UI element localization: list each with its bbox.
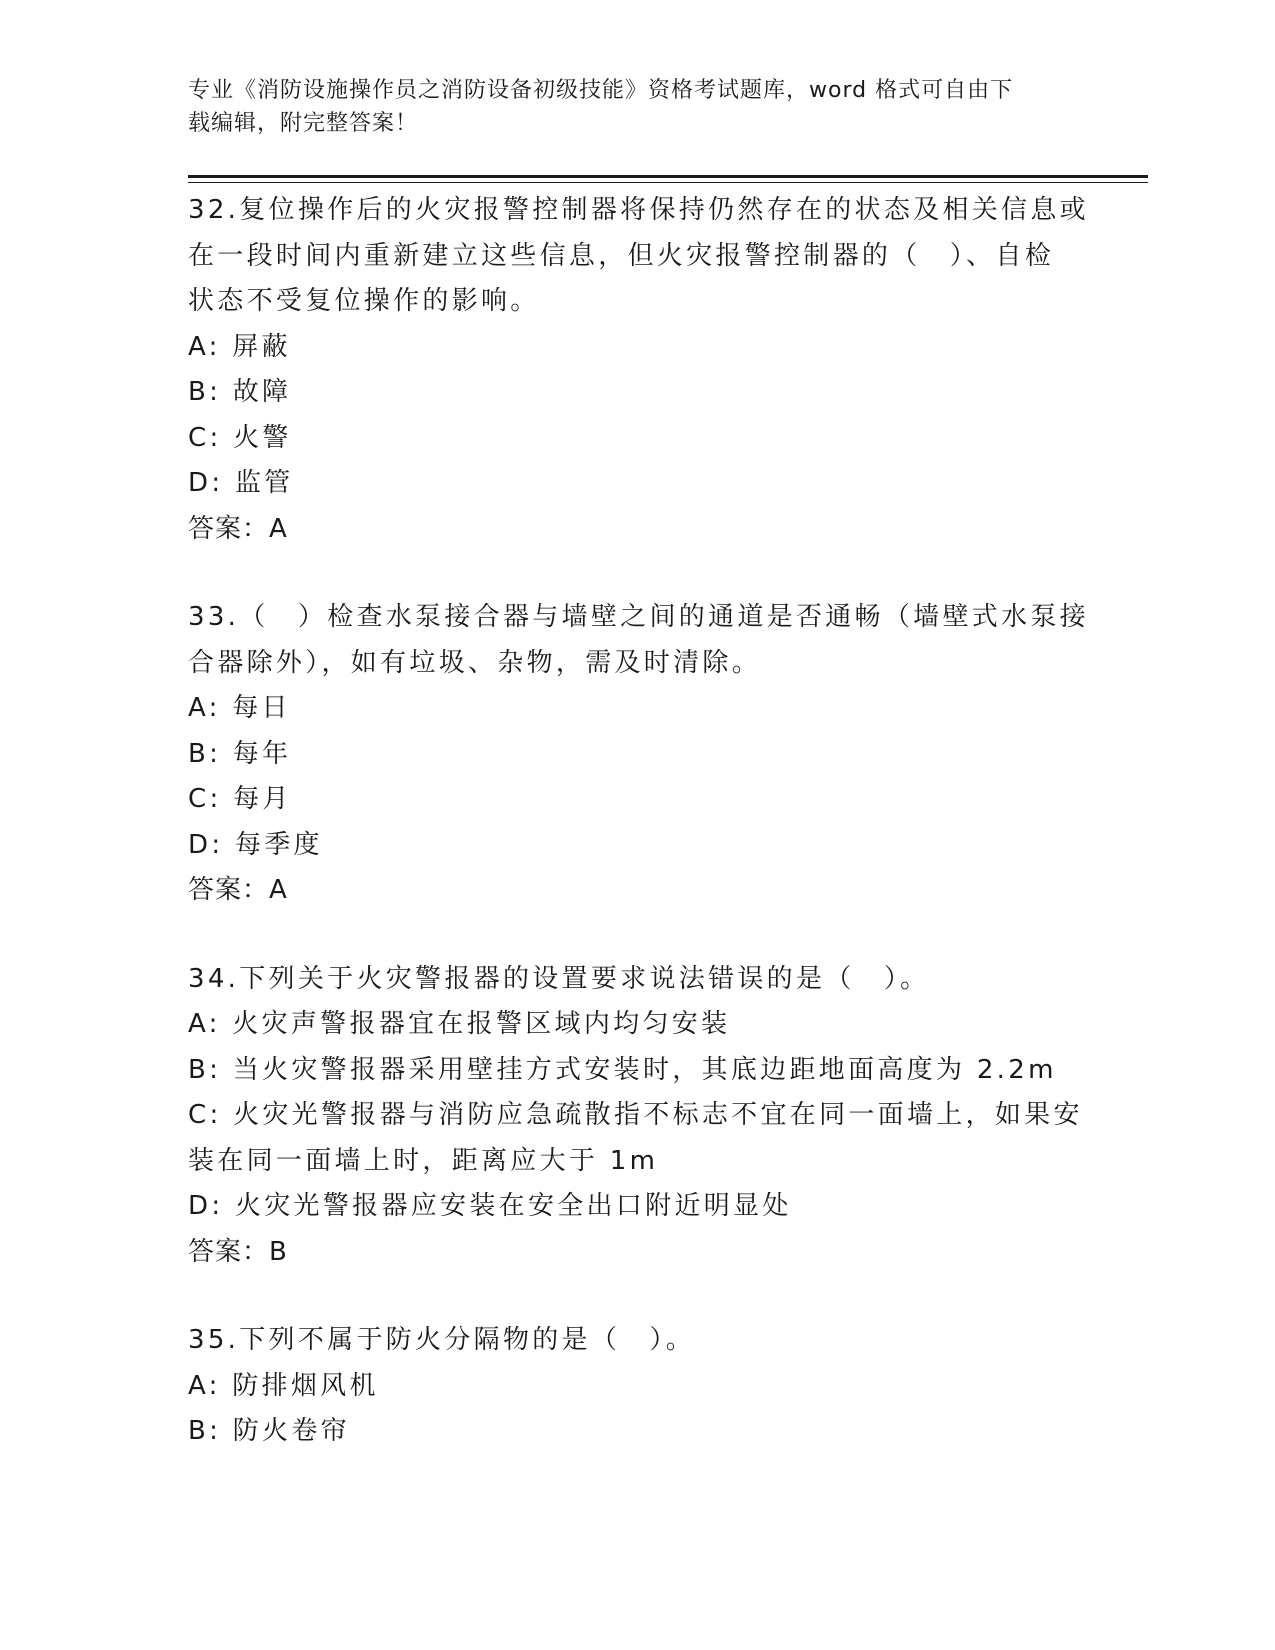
answer-option-line: B: 当火灾警报器采用壁挂方式安装时，其底边距地面高度为 2.2m xyxy=(188,1054,1057,1085)
answer-value: B xyxy=(269,1236,288,1267)
question-stem-line: 在一段时间内重新建立这些信息，但火灾报警控制器的（ ）、自检 xyxy=(188,240,1055,271)
answer-option xyxy=(188,370,1088,416)
answer-option-line: A: 屏蔽 xyxy=(188,331,291,362)
header-line-2: 载编辑，附完整答案！ xyxy=(188,111,419,136)
question-stem-line: 33.（ ）检查水泵接合器与墙壁之间的通道是否通畅（墙壁式水泵接 xyxy=(188,602,1089,632)
answer-option xyxy=(188,1002,1088,1048)
answer-value: A xyxy=(269,513,288,544)
answer-option-line: D: 监管 xyxy=(188,468,294,498)
answer-option-line: B: 防火卷帘 xyxy=(188,1416,350,1446)
answer-label: 答案： xyxy=(188,513,270,544)
answer-option-line: C: 火灾光警报器与消防应急疏散指不标志不宜在同一面墙上，如果安 xyxy=(188,1100,1083,1130)
answer-label: 答案： xyxy=(188,1236,270,1267)
answer-option xyxy=(188,461,1088,507)
answer-option-line: 装在同一面墙上时，距离应大于 1m xyxy=(188,1145,659,1176)
question-list xyxy=(188,188,1088,1498)
answer-option xyxy=(188,1364,1088,1410)
answer-option xyxy=(188,1409,1088,1455)
answer-option xyxy=(188,686,1088,732)
answer-option-line: A: 火灾声警报器宜在报警区域内均匀安装 xyxy=(188,1009,731,1039)
answer-key xyxy=(188,868,1088,914)
document-header xyxy=(188,74,1088,140)
question-stem xyxy=(188,188,1088,325)
answer-option-line: A: 防排烟风机 xyxy=(188,1370,379,1401)
answer-option-line: B: 故障 xyxy=(188,377,292,407)
document-page xyxy=(188,0,1148,1650)
answer-option xyxy=(188,823,1088,869)
answer-key xyxy=(188,1230,1088,1276)
answer-option xyxy=(188,777,1088,823)
question-block xyxy=(188,188,1088,552)
question-block xyxy=(188,595,1088,914)
answer-option-line: B: 每年 xyxy=(188,738,292,769)
answer-label: 答案： xyxy=(188,875,270,905)
answer-option-line: D: 每季度 xyxy=(188,829,323,860)
answer-value: A xyxy=(269,875,288,905)
question-stem-line: 合器除外），如有垃圾、杂物，需及时清除。 xyxy=(188,647,762,678)
answer-option xyxy=(188,732,1088,778)
question-stem xyxy=(188,595,1088,686)
question-stem-line: 34.下列关于火灾警报器的设置要求说法错误的是（ ）。 xyxy=(188,963,930,994)
question-stem-line: 状态不受复位操作的影响。 xyxy=(188,286,540,316)
answer-option-line: D: 火灾光警报器应安装在安全出口附近明显处 xyxy=(188,1191,792,1221)
answer-key xyxy=(188,507,1088,553)
answer-option xyxy=(188,1184,1088,1230)
question-stem xyxy=(188,957,1088,1003)
question-stem-line: 35.下列不属于防火分隔物的是（ ）。 xyxy=(188,1325,696,1355)
question-block xyxy=(188,957,1088,1276)
answer-option-line: A: 每日 xyxy=(188,693,291,723)
answer-option xyxy=(188,1093,1088,1184)
header-divider-thin xyxy=(188,182,1148,183)
header-divider-thick xyxy=(188,175,1148,178)
answer-option xyxy=(188,1048,1088,1094)
answer-option xyxy=(188,325,1088,371)
question-stem xyxy=(188,1318,1088,1364)
answer-option-line: C: 火警 xyxy=(188,422,292,453)
question-stem-line: 32.复位操作后的火灾报警控制器将保持仍然存在的状态及相关信息或 xyxy=(188,195,1089,225)
answer-option-line: C: 每月 xyxy=(188,784,292,814)
question-block xyxy=(188,1318,1088,1455)
header-line-1: 专业《消防设施操作员之消防设备初级技能》资格考试题库，word 格式可自由下 xyxy=(188,78,1014,103)
answer-option xyxy=(188,416,1088,462)
